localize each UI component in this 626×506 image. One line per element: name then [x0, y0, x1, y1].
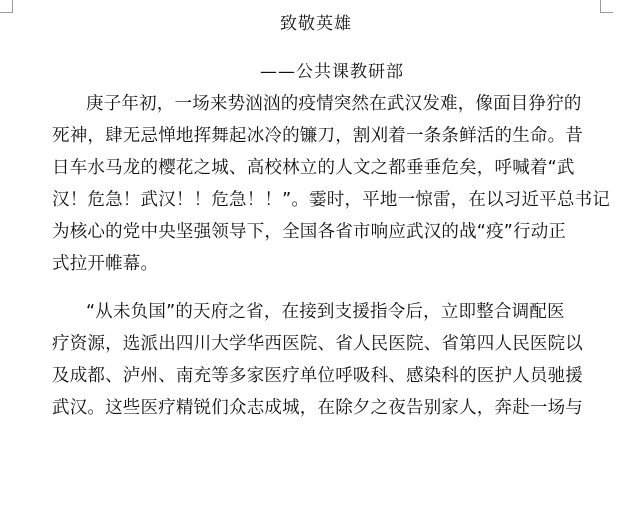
- text-line: 疗资源，选派出四川大学华西医院、省人民医院、省第四人民医院以: [52, 334, 583, 354]
- text-line: 日车水马龙的樱花之城、高校林立的人文之都垂垂危矣，呼喊着“武: [52, 158, 575, 178]
- text-line: “从未负国”的天府之省，在接到支援指令后，立即整合调配医: [86, 302, 565, 322]
- text-line: 死神，肆无忌惮地挥舞起冰冷的镰刀，割刈着一条条鲜活的生命。昔: [52, 126, 583, 146]
- text-line: 为核心的党中央坚强领导下，全国各省市响应武汉的战“疫”行动正: [52, 222, 567, 242]
- document-title: 致敬英雄: [280, 14, 352, 34]
- text-line: 及成都、泸州、南充等多家医疗单位呼吸科、感染科的医护人员驰援: [52, 366, 583, 386]
- text-line: 武汉。这些医疗精锐们众志成城，在除夕之夜告别家人，奔赴一场与: [52, 398, 583, 418]
- text-line: 汉！危急！武汉！！危急！！”。霎时，平地一惊雷，在以习近平总书记: [52, 190, 610, 210]
- text-line: 式拉开帷幕。: [52, 254, 159, 274]
- text-line: 庚子年初，一场来势汹汹的疫情突然在武汉发难，像面目狰狞的: [86, 94, 582, 114]
- document-author: ——公共课教研部: [260, 62, 404, 82]
